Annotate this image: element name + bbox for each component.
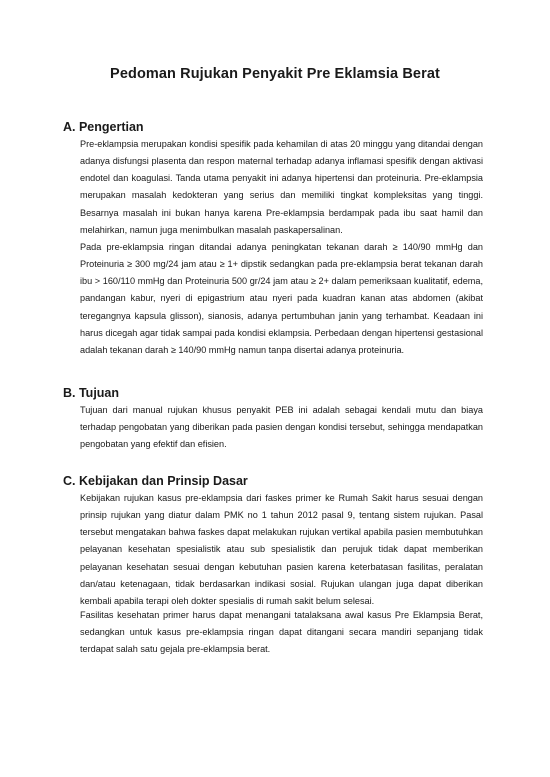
paragraph-pengertian-1: Pre-eklampsia merupakan kondisi spesifik pada kehamilan di atas 20 minggu yang ditandai dengan adanya disfungsi plasenta dan respon maternal terhadap adanya inflamasi spesifik dengan aktivasi endotel dan koagulasi. Tanda utama penyakit ini adanya hipertensi dan proteinuria. Pre-eklampsia merupakan masalah kedokteran yang serius dan memiliki tingkat kompleksitas yang tinggi. Besarnya masalah ini bukan hanya karena Pre-eklampsia berdampak pada ibu saat hamil dan melahirkan, namun juga menimbulkan masalah paskapersalinan.: [80, 139, 483, 235]
paragraph-tujuan: Tujuan dari manual rujukan khusus penyakit PEB ini adalah sebagai kendali mutu dan biaya terhadap pengobatan yang diberikan pada pasien dengan kondisi tersebut, sehingga mendapatkan pengobatan yang efektif dan efisien.: [80, 405, 483, 450]
document-title: Pedoman Rujukan Penyakit Pre Eklamsia Berat: [110, 66, 440, 82]
paragraph-pengertian-2: Pada pre-eklampsia ringan ditandai adanya peningkatan tekanan darah ≥ 140/90 mmHg dan Proteinuria ≥ 300 mg/24 jam atau ≥ 1+ dipstik sedangkan pada pre-eklampsia berat tekanan darah ibu > 160/110 mmHg dan Proteinuria 500 gr/24 jam atau ≥ 2+ dalam pemeriksaan kualitatif, edema, pandangan kabur, nyeri di epigastrium atau nyeri pada kuadran kanan atas abdomen (akibat teregangnya kapsula glisson), sianosis, adanya pertumbuhan janin yang terhambat. Keadaan ini harus dicegah agar tidak sampai pada kondisi eklampsia. Perbedaan dengan hipertensi gestasional adalah tekanan darah ≥ 140/90 mmHg namun tanpa disertai adanya proteinuria.: [80, 242, 483, 355]
paragraph-kebijakan-2: Fasilitas kesehatan primer harus dapat menangani tatalaksana awal kasus Pre Eklampsia Berat, sedangkan untuk kasus pre-eklampsia ringan dapat ditangani secara mandiri sepanjang tidak terdapat salah satu gejala pre-eklampsia berat.: [80, 610, 483, 655]
paragraph-kebijakan-1: Kebijakan rujukan kasus pre-eklampsia dari faskes primer ke Rumah Sakit harus sesuai dengan prinsip rujukan yang diatur dalam PMK no 1 tahun 2012 pasal 9, tentang sistem rujukan. Pasal tersebut mengatakan bahwa faskes dapat melakukan rujukan vertikal apabila pasien membutuhkan pelayanan kesehatan spesialistik atau sub spesialistik dan perujuk tidak dapat memberikan pelayanan kesehatan sesuai dengan kebutuhan pasien karena keterbatasan fasilitas, peralatan dan/atau ketenagaan, tidak berdasarkan indikasi sosial. Rujukan ulangan juga dapat diberikan kembali apabila terapi oleh dokter spesialis di rumah sakit belum selesai.: [80, 493, 483, 606]
section-heading-kebijakan: C. Kebijakan dan Prinsip Dasar: [63, 474, 248, 488]
section-heading-pengertian: A. Pengertian: [63, 120, 144, 134]
section-heading-tujuan: B. Tujuan: [63, 386, 120, 400]
